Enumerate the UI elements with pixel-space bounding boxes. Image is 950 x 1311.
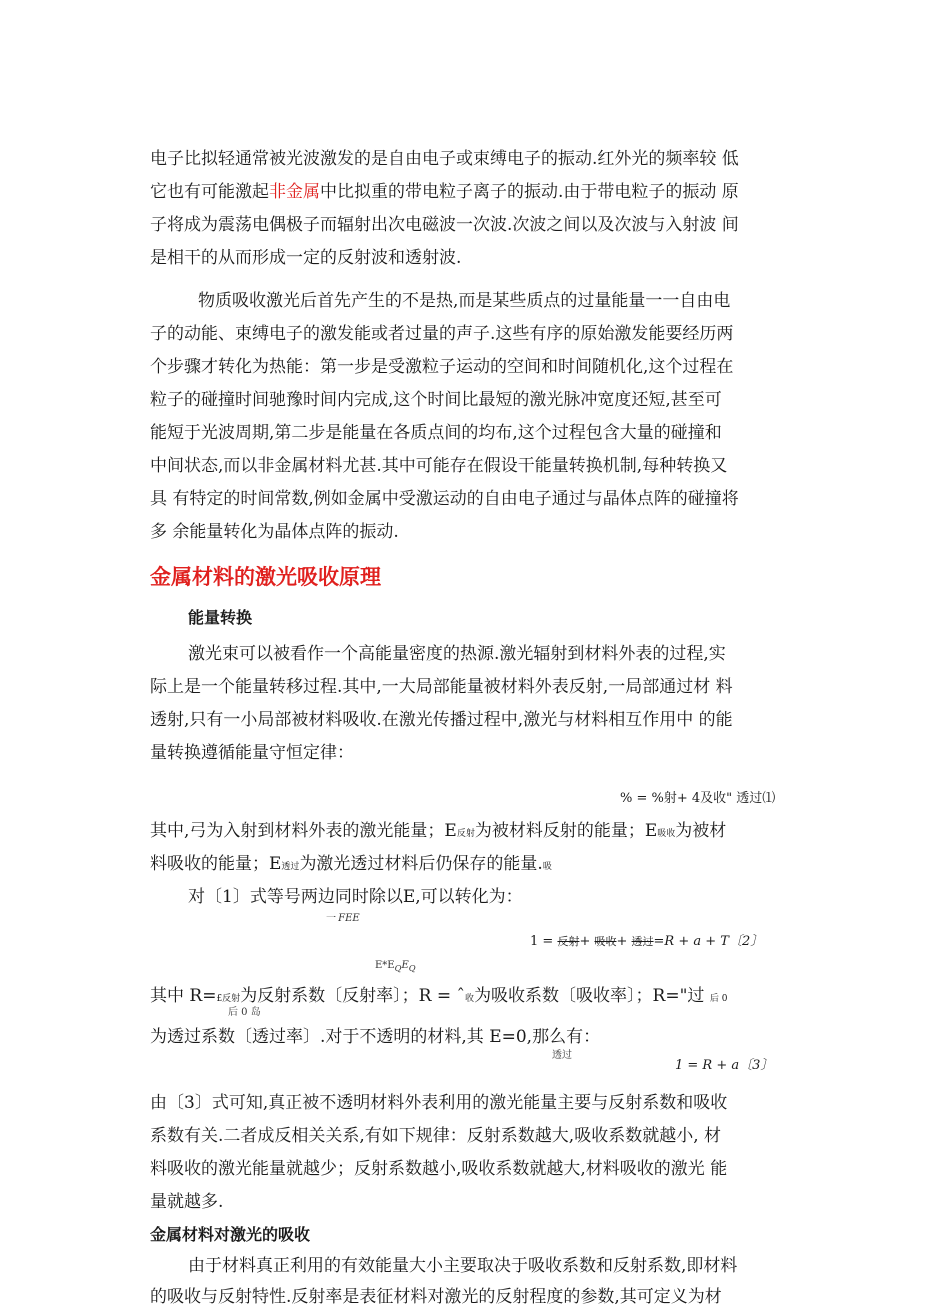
para4-sub-reflect: 反射 xyxy=(456,829,475,839)
para4-line-1 xyxy=(150,820,810,845)
para1-line-2 xyxy=(150,181,810,203)
subheading-metal-absorption: 金属材料对激光的吸收 xyxy=(150,1225,311,1244)
para2-line-7: 具 有特定的时间常数,例如金属中受激运动的自由电子通过与晶体点阵的碰撞将 xyxy=(150,489,739,509)
para1-line-1: 电子比拟轻通常被光波激发的是自由电子或束缚电子的振动.红外光的频率较 低 xyxy=(150,149,739,169)
para2-line-1: 物质吸收激光后首先产生的不是热,而是某些质点的过量能量一一自由电 xyxy=(198,291,731,311)
para1-line-3: 子将成为震荡电偶极子而辐射出次电磁波一次波.次波之间以及次波与入射波 间 xyxy=(150,215,739,235)
para2-line-6: 中间状态,而以非金属材料尤甚.其中可能存在假设干能量转换机制,每种转换又 xyxy=(150,456,728,476)
para6-text-b: 为反射系数〔反射率〕；R = ˆ xyxy=(240,986,466,1006)
para4-sub-absorb-2: 吸 xyxy=(542,862,552,872)
para8-line-1: 由〔3〕式可知,真正被不透明材料外表利用的激光能量主要与反射系数和吸收 xyxy=(150,1093,728,1113)
equation-1: % = %射+ 4及收" 透过⑴ xyxy=(620,791,776,806)
para2-line-4: 粒子的碰撞时间驰豫时间内完成,这个时间比最短的激光脉冲宽度还短,甚至可 xyxy=(150,390,722,410)
eq2-rhs: =R + a + T〔2〕 xyxy=(653,934,764,949)
eq2-bottom-q2: Q xyxy=(408,963,416,973)
para3-line-2: 际上是一个能量转移过程.其中,一大局部能量被材料外表反射,一局部通过材 料 xyxy=(150,677,733,697)
para2-line-3: 个步骤才转化为热能：第一步是受激粒子运动的空间和时间随机化,这个过程在 xyxy=(150,357,734,377)
equation-2-top: 一 FEE xyxy=(325,913,360,924)
eq2-sub-absorb: 吸收 xyxy=(594,935,617,948)
para3-line-1: 激光束可以被看作一个高能量密度的热源.激光辐射到材料外表的过程,实 xyxy=(188,644,726,664)
para4-sub-absorb: 吸收 xyxy=(657,829,676,839)
eq2-bottom-q1: Q xyxy=(394,963,402,973)
eq2-bottom-e: E xyxy=(401,960,409,971)
equation-3: 1 = R + a〔3〕 xyxy=(675,1058,774,1073)
para2-line-5: 能短于光波周期,第二步是能量在各质点间的均布,这个过程包含大量的碰撞和 xyxy=(150,423,722,443)
para4-text-e: 为激光透过材料后仍保存的能量. xyxy=(299,854,543,874)
eq2-bottom-text: E*E xyxy=(375,960,395,971)
para4-text-a: 其中,弓为入射到材料外表的激光能量；E xyxy=(150,821,457,841)
para8-line-4: 量就越多. xyxy=(150,1192,224,1212)
para6-under-note: 后 0 岛 xyxy=(228,1007,261,1018)
para4-text-c: 为被材 xyxy=(675,821,727,841)
para6-text-c: 为吸收系数〔吸收率〕；R="过 xyxy=(474,986,705,1006)
para4-text-d: 料吸收的能量；E xyxy=(150,854,282,874)
para1-line-4: 是相干的从而形成一定的反射波和透射波. xyxy=(150,248,462,268)
para8-line-2: 系数有关.二者成反相关关系,有如下规律：反射系数越大,吸收系数就越小, 材 xyxy=(150,1126,722,1146)
para6-text-a: 其中 R= xyxy=(150,986,217,1006)
para8-line-3: 料吸收的激光能量就越少；反射系数越小,吸收系数就越大,材料吸收的激光 能 xyxy=(150,1159,728,1179)
eq2-sub-transmit: 透过 xyxy=(631,935,654,948)
para2-line-8: 多 余能量转化为晶体点阵的振动. xyxy=(150,522,399,542)
para6-sub-absorb: 收 xyxy=(465,994,475,1004)
eq2-one: 1 = xyxy=(530,934,554,949)
subheading-energy-conversion: 能量转换 xyxy=(188,608,253,627)
para3-line-3: 透射,只有一小局部被材料吸收.在激光传播过程中,激光与材料相互作用中 的能 xyxy=(150,710,733,730)
para5-line: 对〔1〕式等号两边同时除以E,可以转化为： xyxy=(188,887,523,907)
para4-line-2 xyxy=(150,853,810,878)
equation-2 xyxy=(530,933,763,951)
equation-2-bottom xyxy=(375,960,416,974)
para3-line-4: 量转换遵循能量守恒定律： xyxy=(150,743,354,763)
highlight-non-metal: 非金属 xyxy=(269,182,320,202)
eq2-plus-2: + xyxy=(616,934,628,949)
para9-line-1: 由于材料真正利用的有效能量大小主要取决于吸收系数和反射系数,即材料 xyxy=(188,1256,738,1276)
para7-text-b: =0,那么有： xyxy=(501,1027,601,1047)
section-heading: 金属材料的激光吸收原理 xyxy=(150,565,381,589)
para7-sub-transmit: 透过 xyxy=(552,1050,572,1061)
para6-sub-reflect: £反射 xyxy=(216,994,241,1004)
para7-line xyxy=(150,1026,810,1048)
para2-line-2: 子的动能、束缚电子的激发能或者过量的声子.这些有序的原始激发能要经历两 xyxy=(150,324,734,344)
para6-sub-tail: 后 0 xyxy=(709,994,728,1004)
para4-sub-transmit: 透过 xyxy=(281,862,300,872)
para1-text-a: 它也有可能激起 xyxy=(150,182,269,202)
para9-line-2: 的吸收与反射特性.反射率是表征材料对激光的反射程度的参数,其可定义为材 xyxy=(150,1287,722,1307)
para4-text-b: 为被材料反射的能量；E xyxy=(474,821,658,841)
para1-text-b: 中比拟重的带电粒子离子的振动.由于带电粒子的振动 原 xyxy=(320,182,739,202)
para7-text-a: 为透过系数〔透过率〕.对于不透明的材料,其 E xyxy=(150,1027,502,1047)
eq2-sub-reflect: 反射 xyxy=(557,935,580,948)
eq2-plus-1: + xyxy=(579,934,591,949)
